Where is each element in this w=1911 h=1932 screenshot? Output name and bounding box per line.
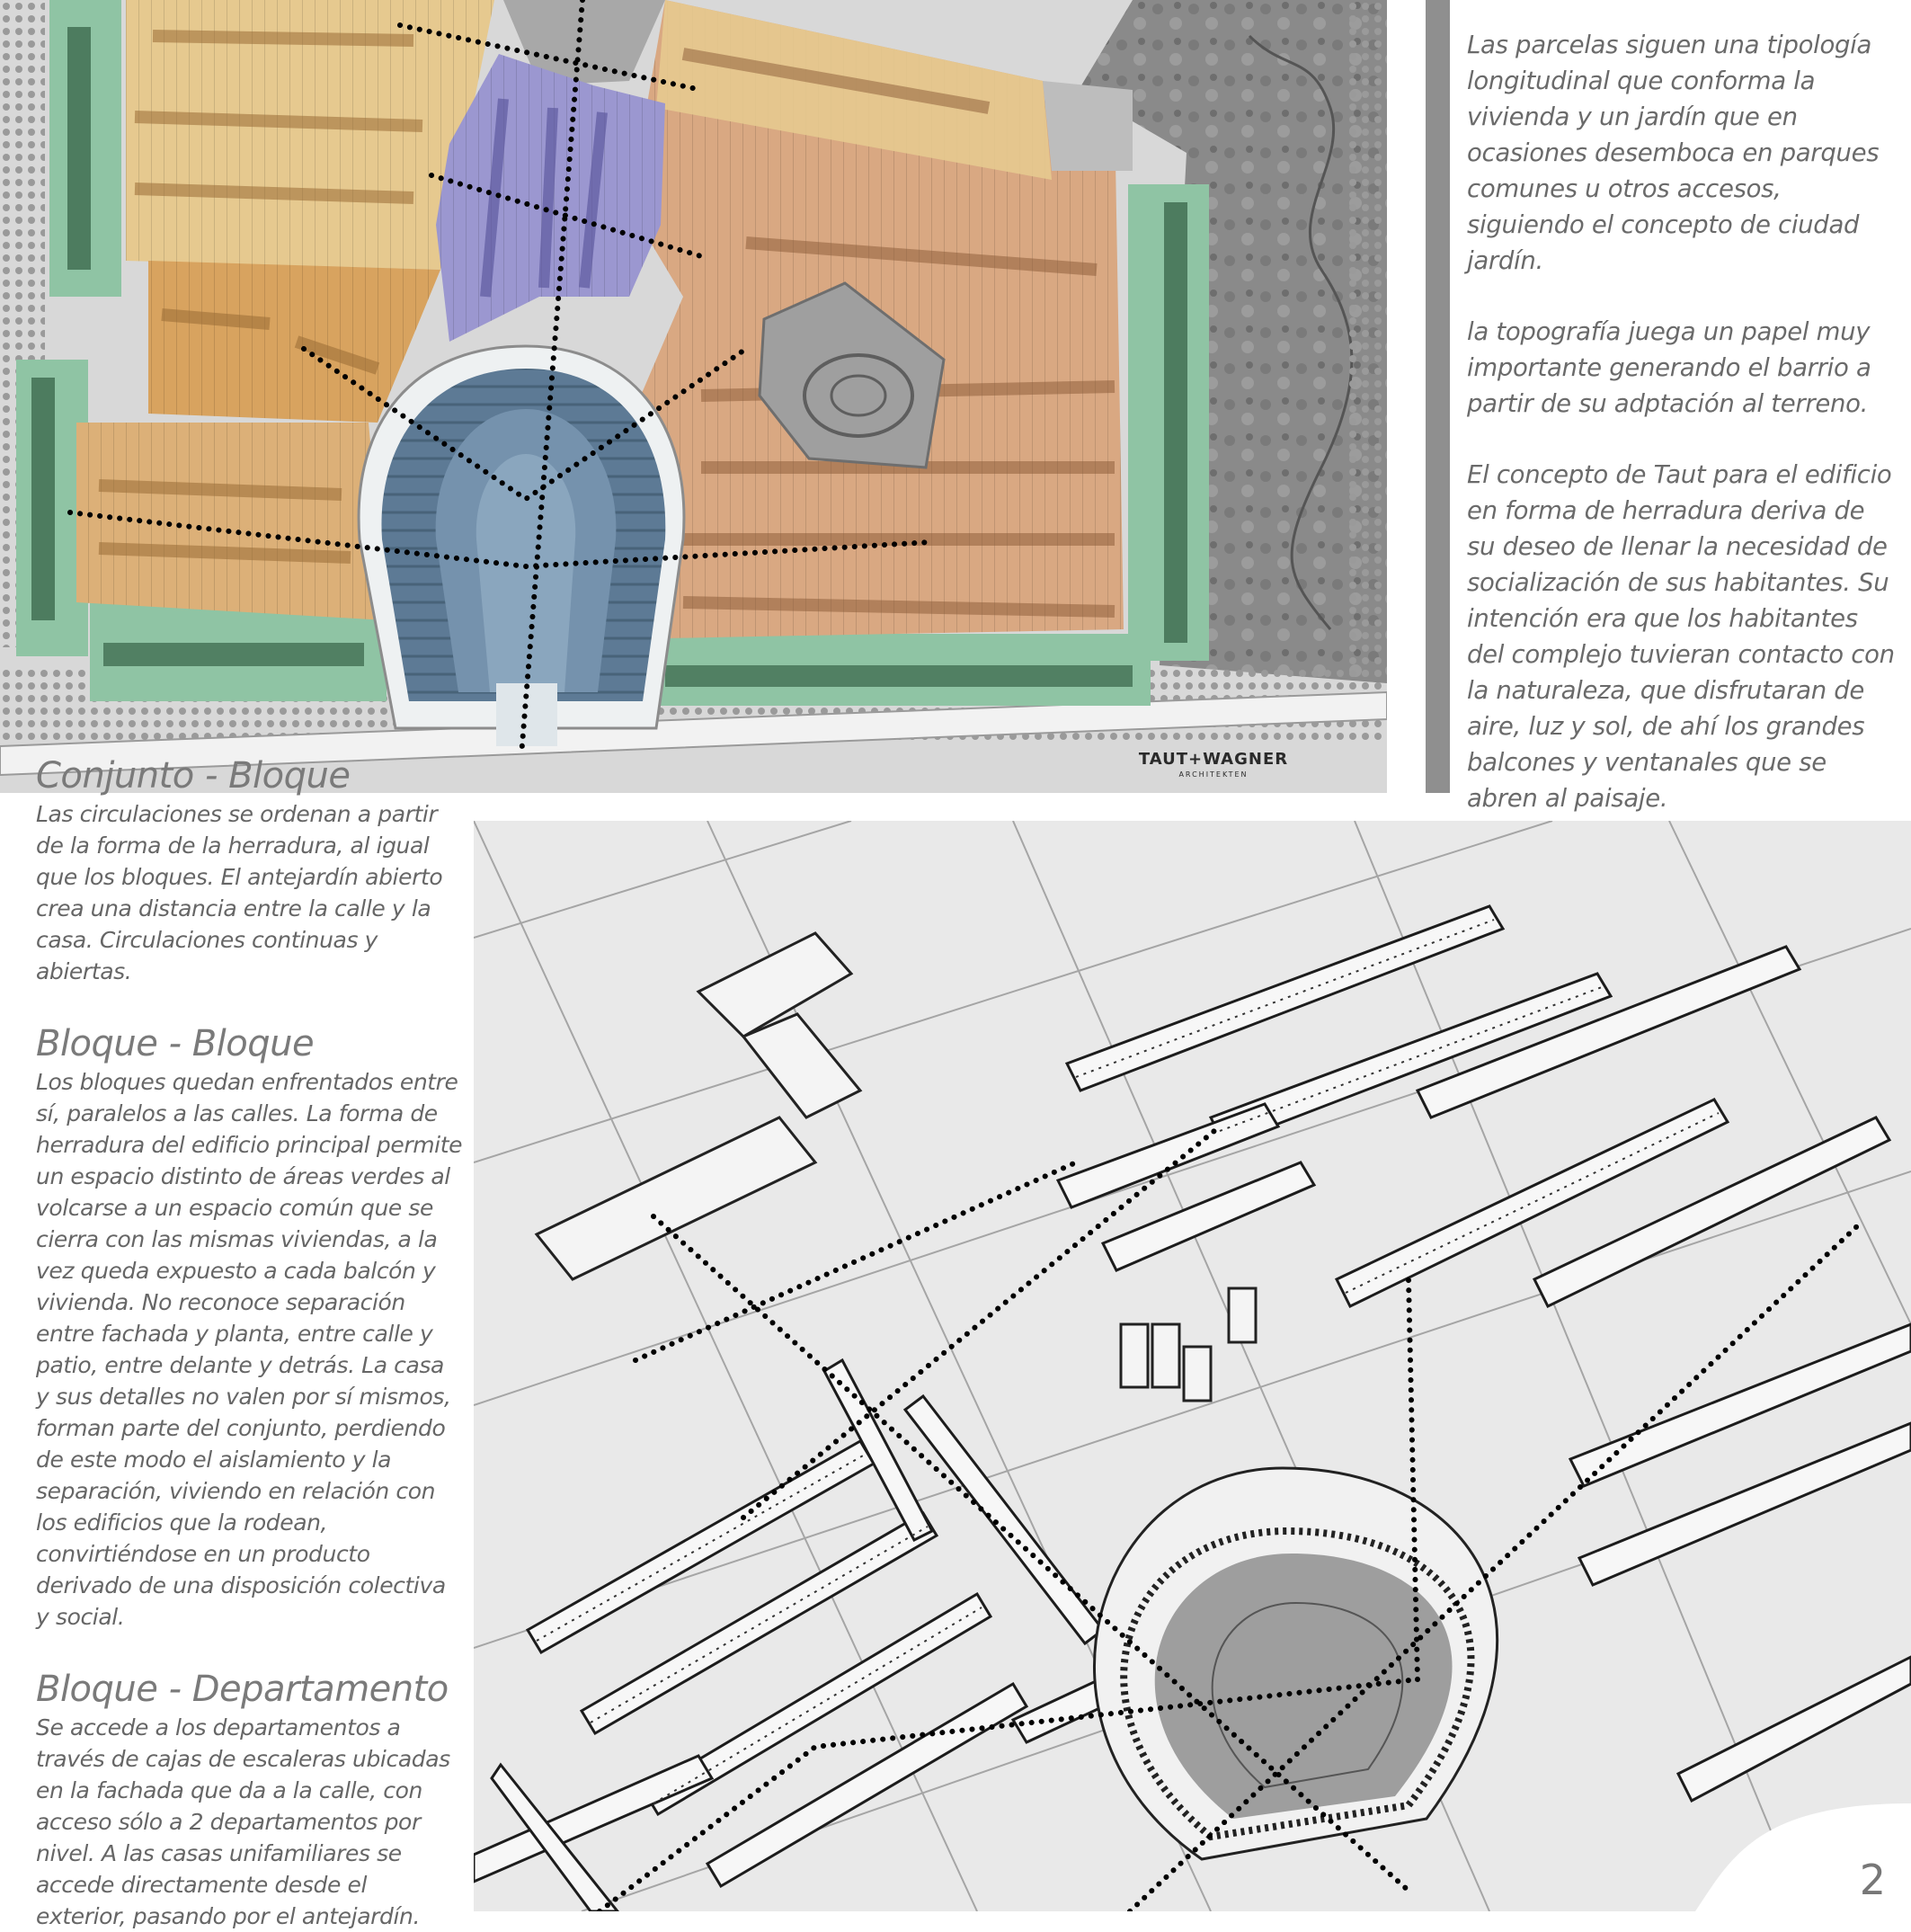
green-row-sw (103, 643, 364, 666)
section-heading-bloque-departamento: Bloque - Departamento (36, 1669, 449, 1710)
green-row-nw (67, 27, 91, 270)
tree-row-east (1348, 0, 1387, 683)
ne-lot (1043, 81, 1133, 171)
section-body-bloque-departamento: Se accede a los departamentos a través de cajas de escaleras ubicadas en la fachada que da a la calle, con acceso sólo a 2 departamentos por nivel. A las casas unifamiliares se accede directamente desde el exterior, pasando por el antejardín. (36, 1714, 450, 1929)
section-body-bloque-bloque: Los bloques quedan enfrentados entre sí, paralelos a las calles. La forma de herradura del edificio principal permite un espacio distinto de áreas verdes al volcarse a un espacio común que se cierra con las mismas viviendas, a la vez queda expuesto a cada balcón y vivienda. No reconoce separación entre fachada y planta, entre calle y patio, entre delante y detrás. La casa y sus detalles no valen por sí mismos, forman parte del conjunto, perdiendo de este modo el aislamiento y la separación, viviendo en relación con los edificios que la rodean, convirtiéndose en un producto derivado de una disposición colectiva y social. (36, 1069, 463, 1630)
axonometric-svg (474, 821, 1911, 1911)
section-heading-bloque-bloque: Bloque - Bloque (36, 1023, 315, 1064)
horseshoe-court (476, 454, 575, 692)
site-plan-drawing (0, 0, 1387, 793)
section-heading-conjunto-bloque: Conjunto - Bloque (36, 755, 351, 797)
green-row-s (665, 665, 1133, 687)
section-body-conjunto-bloque: Las circulaciones se ordenan a partir de la forma de la herradura, al igual que los bloques. El antejardín abierto crea una distancia entre la calle y la casa. Circulaciones continuas y abiertas. (36, 801, 443, 984)
site-plan-image (0, 0, 1387, 793)
green-row-w (31, 378, 55, 620)
plan-stamp: TAUT+WAGNER (1138, 750, 1289, 769)
vertical-divider (1426, 0, 1450, 793)
intro-paragraph: Las parcelas siguen una tipología longitudinal que conforma la vivienda y un jardín que en ocasiones desemboca en parques comunes u otros accesos, siguiendo el concepto de ciudad jardín. (1467, 31, 1880, 275)
intro-paragraph: El concepto de Taut para el edificio en forma de herradura deriva de su deseo de llenar la necesidad de socialización de sus habitantes. Su intención era que los habitantes del complejo tuvieran contacto con la naturaleza, que disfrutaran de aire, luz y sol, de ahí los grandes balcones y ventanales que se abren al paisaje. (1467, 460, 1895, 813)
horseshoe-axo-court (1155, 1554, 1453, 1819)
intro-paragraph: la topografía juega un papel muy importante generando el barrio a partir de su adptación al terreno. (1467, 317, 1871, 418)
green-row-e (1164, 202, 1187, 643)
axonometric-drawing (474, 821, 1911, 1911)
intro-text-block (1467, 27, 1898, 851)
plan-stamp-subtitle: ARCHITEKTEN (1178, 770, 1249, 779)
zone-orange-southwest-hatch (76, 423, 387, 620)
left-text-column (36, 753, 463, 1932)
page-number: 2 (1859, 1856, 1886, 1904)
